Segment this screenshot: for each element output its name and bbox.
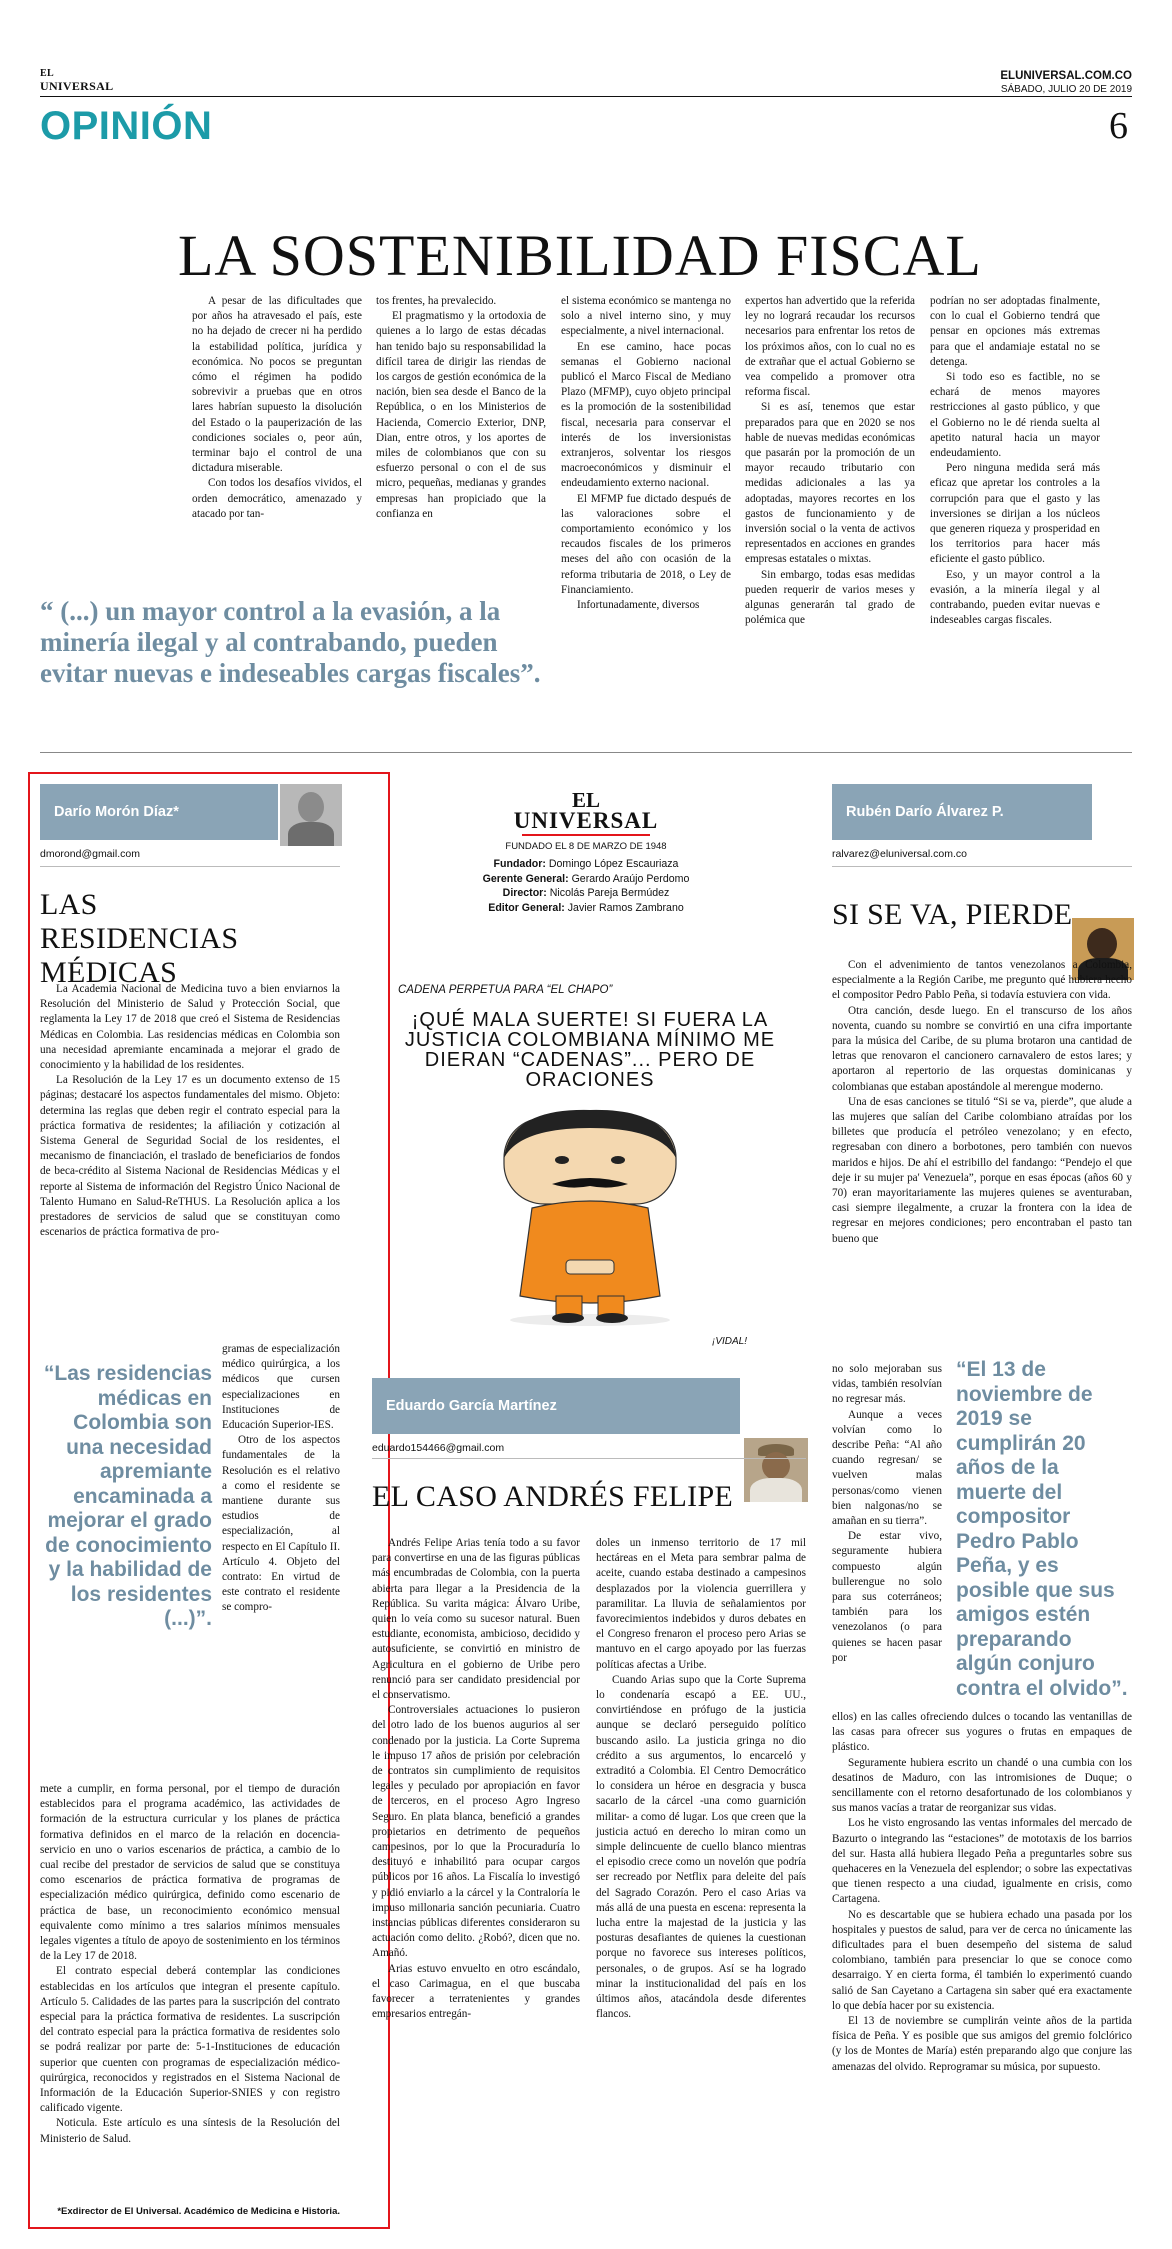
staff-row xyxy=(468,901,704,916)
staff-name: Javier Ramos Zambrano xyxy=(567,902,684,915)
masthead-top: EL xyxy=(40,68,54,79)
email-rule xyxy=(372,1458,806,1459)
paragraph: Otro de los aspectos fundamentales de la Resolución es el relativo a como el residente se mantiene durante sus estudios de especialización, al respecto en El Capítulo II. Artículo 4. Objeto del contrato: En virtud de este contrato el residente se compro- xyxy=(222,1434,340,1614)
cartoon-illustration xyxy=(470,1098,710,1328)
issue-date: SÁBADO, JULIO 20 DE 2019 xyxy=(1000,84,1132,95)
staff-name: Gerardo Araújo Perdomo xyxy=(571,872,690,885)
staff-role: Director: xyxy=(502,887,547,900)
editorial-pull-quote: “ (...) un mayor control a la evasión, a la minería ilegal y al contrabando, pueden evitar nuevas e indeseables cargas fiscales”. xyxy=(40,596,541,688)
author-name: Darío Morón Díaz* xyxy=(54,804,179,820)
paragraph: La Academia Nacional de Medicina tuvo a bien enviarnos la Resolución del Ministerio de Salud y Protección Social, que reglamenta la Ley 17 de 2018 que creó el Sistema de Residencias Médicas en Colombia. Las residencias médicas en Colombia son una necesidad apremiante encaminada a mejorar el grado de conocimiento y la habilidad de los residentes. xyxy=(40,983,340,1072)
cartoon-speech: ¡QUÉ MALA SUERTE! SI FUERA LA JUSTICIA COLOMBIANA MÍNIMO ME DIERAN “CADENAS”... PERO DE ORACIONES xyxy=(404,1009,776,1091)
author-email: eduardo154466@gmail.com xyxy=(372,1442,505,1454)
page-number: 6 xyxy=(1109,105,1128,147)
paragraph: Cuando Arias supo que la Corte Suprema lo condenaría escapó a EE. UU., convirtiéndose en prófugo de la justicia aunque se declaró perseguido político buscando asilo. La justicia gringa no dio crédito a sus argumentos, lo encarceló y extraditó a Colombia. El Centro Democrático lo considera un héroe en desgracia y busca sacarlo de la cárcel -una como guarnición militar- a como dé lugar. Los que creen que la justicia actuó en derecho lo miran como un simple delincuente de cuello blanco mientras el episodio crece como un novelón que podría ser recreado por Netflix para deleite del país del Sagrado Corazón. Pero el caso Arias va más allá de una puesta en escena: representa la lucha entre la majestad de la justicia y las posturas desafiantes de quienes la cuestionan porque no favorece sus intereses políticos, personales, o de grupos. Así se ha logrado minar la institucionalidad del país en los últimos años, atacándola desde diferentes flancos. xyxy=(596,1673,806,2021)
paragraph: Con todos los desafíos vividos, el orden democrático, amenazado y atacado por tan- xyxy=(192,477,362,520)
paragraph: Una de esas canciones se tituló “Si se va, pierde”, que alude a las mujeres que salían del Caribe colombiano atraídas por los billetes que producía el petróleo venezolano; y en efecto, regresaban con dinero a borbotones, pero también con nuevos maridos e hijos. De ahí el estribillo del fandango: “Pendejo el que deje ir su mujer pa' Venezuela”, porque en esas épocas (años 60 y 70) eran mayoritariamente las mujeres quienes se aventuraban, casi siempre ilegalmente, a cruzar la frontera con la idea de regresar en mejores condiciones; pero encontraban el pasto tan bueno que xyxy=(832,1095,1132,1245)
editorial-col-5 xyxy=(930,294,1100,628)
section-title: OPINIÓN xyxy=(40,104,213,148)
avatar xyxy=(742,1436,810,1504)
paragraph: De estar vivo, seguramente hubiera compuesto algún bullerengue no solo para sus coterráneos; también para los venezolanos (o para quienes se hacen pasar por xyxy=(832,1530,942,1664)
column-side-text xyxy=(832,1362,942,1666)
website: ELUNIVERSAL.COM.CO xyxy=(1000,70,1132,82)
paragraph: En ese camino, hace pocas semanas el Gobierno nacional publicó el Marco Fiscal de Mediano Plazo (MFMP), cuyo objeto principal es la promoción de la sostenibilidad fiscal, necesaria para conservar el interés de los inversionistas extranjeros, solventar los riesgos macroeconómicos y disminuir el endeudamiento externo nacional. xyxy=(561,340,731,490)
staff-row xyxy=(468,872,704,887)
paragraph: Eso, y un mayor control a la evasión, a la minería ilegal y al contrabando, pueden evitar nuevas e indeseables cargas fiscales. xyxy=(930,568,1100,627)
column-title: EL CASO ANDRÉS FELIPE xyxy=(372,1480,734,1513)
author-header xyxy=(832,784,1092,840)
paragraph: El pragmatismo y la ortodoxia de quienes a lo largo de estas décadas han tenido bajo su responsabilidad la difícil tarea de dirigir las riendas de los cargos de gestión económica de la nación, bien sea desde el Banco de la República, o en los Ministerios de Hacienda, Comercio Exterior, DNP, Dian, entre otros, y los aportes de miles de colombianos que con su esfuerzo personal o con el de sus micro, pequeñas, medianas y grandes empresas han propiciado que la confianza en xyxy=(376,310,546,520)
chapo-cartoon xyxy=(470,1098,710,1328)
paragraph: Pero ninguna medida será más eficaz que apretar los controles a la corrupción para que el gasto y las inversiones se dirijan a los núcleos que generen riqueza y prosperidad en los territorios para hacer más eficiente el gasto público. xyxy=(930,462,1100,566)
avatar xyxy=(278,782,344,848)
header-rule xyxy=(40,96,1132,97)
cartoonist-signature: ¡VIDAL! xyxy=(712,1336,748,1347)
editorial-col-1 xyxy=(192,294,362,522)
paragraph: Si todo eso es factible, no se echará de menos mayores restricciones al gasto público, y que el Gobierno no le dé rienda suelta al apetito natural hacia un mayor endeudamiento. xyxy=(930,371,1100,460)
author-name: Rubén Darío Álvarez P. xyxy=(846,804,1004,820)
paragraph: el sistema económico se mantenga no solo a nivel interno sino, y muy especialmente, a nivel internacional. xyxy=(561,295,731,338)
editorial-col-4 xyxy=(745,294,915,628)
editorial-col-3 xyxy=(561,294,731,613)
author-footnote: *Exdirector de El Universal. Académico de Medicina e Historia. xyxy=(57,2206,340,2217)
author-email: ralvarez@eluniversal.com.co xyxy=(832,848,967,860)
column-side-text xyxy=(222,1342,340,1616)
paragraph: Aunque a veces volvían como lo describe Peña: “Al año cuando regresan/ se vuelven malas personas/como vienen bien nalgonas/no se amañan en su tierra”. xyxy=(832,1408,942,1528)
staff-name: Domingo López Escauriaza xyxy=(548,857,679,870)
masthead-underline xyxy=(522,834,650,836)
staff-row xyxy=(468,886,704,901)
staff-role: Editor General: xyxy=(488,902,565,915)
masthead-bottom: UNIVERSAL xyxy=(40,79,114,93)
paragraph: Controversiales actuaciones lo pusieron del otro lado de los buenos augurios al ser condenado por la justicia. La Corte Suprema le impuso 17 años de prisión por celebración de contratos sin cumplimiento de requisitos legales y peculado por apropiación en favor de terceros, en el proceso Agro Ingreso Seguro. En plata blanca, benefició a grandes propietarios en detrimento de pequeños campesinos, por lo que la Procuraduría lo destituyó e inhabilitó para ocupar cargos públicos por 16 años. La Fiscalía lo investigó y pidió enviarlo a la cárcel y la Contraloría le impuso millonaria sanción pecuniaria. Cuatro instancias públicas diferentes consideraron su actuación como delito. ¿Robó?, dicen que no. Amañó. xyxy=(372,1704,580,1960)
paragraph: El contrato especial deberá contemplar las condiciones establecidas en los artículos que integran el presente capítulo. Artículo 5. Calidades de las partes para la suscripción del contrato especial para la práctica formativa de residentes. La suscripción del contrato especial para la práctica formativa de residentes solo se podrá realizar por parte de: 5-1-Instituciones de educación superior que cuenten con programas de especialización médico-quirúrgica, reconocidos y registrados en el Sistema Nacional de Información de la Educación Superior-SNIES y con registro calificado vigente. xyxy=(40,1965,340,2115)
paragraph: A pesar de las dificultades que por años ha atravesado el país, este no ha dejado de crecer ni ha perdido la estabilidad política, jurídica y económica. No pocos se preguntan cómo el régimen ha podido sobrevivir a pruebas que en otros lares habrían supuesto la disolución del Estado o la pauperización de las condiciones sociales o, peor aún, terminar bajo el control de una dictadura miserable. xyxy=(192,295,362,475)
paragraph: Arias estuvo envuelto en otro escándalo, el caso Carimagua, en el que buscaba favorecer a terratenientes y grandes empresarios entregán- xyxy=(372,1962,580,2021)
masthead-logo xyxy=(40,68,113,92)
paragraph: Seguramente hubiera escrito un chandé o una cumbia con los desatinos de Maduro, con las intromisiones de Duque; o sencillamente con el retorno desafortunado de los colombianos y sus manos vacías a tratar de reorganizar sus vidas. xyxy=(832,1756,1132,1815)
paragraph: gramas de especialización médico quirúrgica, a los médicos que cursen especializaciones en Instituciones de Educación Superior-IES. xyxy=(222,1343,340,1432)
paragraph: no solo mejoraban sus vidas, también resolvían no regresar más. xyxy=(832,1363,942,1406)
paragraph: Infortunadamente, diversos xyxy=(577,599,700,612)
center-col-1 xyxy=(372,1536,580,2023)
paragraph: podrían no ser adoptadas finalmente, con lo cual el Gobierno tendrá que pensar en opciones más extremas para que el andamiaje estatal no se detenga. xyxy=(930,295,1100,368)
paragraph: expertos han advertido que la referida ley no logrará recaudar los recursos necesarios para enfrentar los retos de los próximos años, con lo cual no es de extrañar que el actual Gobierno se vea compelido a promover otra reforma fiscal. xyxy=(745,295,915,399)
staff-role: Fundador: xyxy=(493,857,546,870)
column-intro xyxy=(40,982,340,1240)
center-col-2 xyxy=(596,1536,806,2023)
email-rule xyxy=(40,866,340,867)
column-rest xyxy=(40,1782,340,2147)
section-divider xyxy=(40,752,1132,753)
paragraph: No es descartable que se hubiera echado una pasada por los hospitales y puestos de salud, para ver de cerca no únicamente las dificultades para el buen desempeño del sistema de salud colombiano, también para presenciar lo que se conoce como desarraigo. Y en cierta forma, él también lo experimentó cuando salió de San Cayetano a Cartagena sin saber qué era exactamente lo que debía hacer por su existencia. xyxy=(832,1908,1132,2012)
author-header xyxy=(372,1378,740,1434)
editorial-col-2 xyxy=(376,294,546,522)
column-pull-quote: “El 13 de noviembre de 2019 se cumplirán 20 años de la muerte del compositor Pedro Pablo Peña, y es posible que sus amigos estén preparando algún conjuro contra el olvido”. xyxy=(956,1358,1128,1700)
column-rest xyxy=(832,1710,1132,2075)
column-pull-quote: “Las residencias médicas en Colombia son una necesidad apremiante encaminada a mejorar el grado de conocimiento y la habilidad de los residentes (...)”. xyxy=(43,1362,212,1630)
paragraph: La Resolución de la Ley 17 es un documento extenso de 15 páginas; destacaré los aspectos fundamentales del mismo. Objeto: determina las reglas que deben regir el contrato especial para la práctica formativa de residentes; la afiliación y cotización al Sistema General de Seguridad Social de los residentes, el mecanismo de financiación, el traslado de beneficiarios de fondos de beca-crédito al Sistema Nacional de Residencias Médicas y el reporte al Sistema de información del Registro Único Nacional de Talento Humano en Salud-ReTHUS. La Resolución aplica a los prestadores de servicios de salud que se constituyan como escenarios de práctica formativa de pro- xyxy=(40,1074,340,1239)
paragraph: El 13 de noviembre se cumplirán veinte años de la partida física de Peña. Y es posible que sus amigos del gremio folclórico (y los de Montes de María) estén preparando algo que conjure las amenazas del olvido. Reprogramar su música, por supuesto. xyxy=(832,2015,1132,2073)
paragraph: Los he visto engrosando las ventas informales del mercado de Bazurto o integrando las “estaciones” de mototaxis de los barrios del sur. Hasta allá hubiera llegado Peña a preguntarles sobre sus quehaceres en la Venezuela del esplendor; o sobre las expectativas que tienen respecto a una ciudad, igualmente en crisis, como Cartagena. xyxy=(832,1817,1132,1906)
paragraph: Otra canción, desde luego. En el transcurso de los años noventa, cuando su nombre se convirtió en una cifra importante para la música del Caribe, de su pluma brotaron una cantidad de letras que renovaron el cancionero carnavalero de estos lares; y aportaron al repertorio de las orquestas dominicanas y colombianas que estaban apostándole al merengue moderno. xyxy=(832,1004,1132,1093)
paragraph: doles un inmenso territorio de 17 mil hectáreas en el Meta para sembrar palma de aceite, cuando estaba destinado a campesinos desplazados por la violencia guerrillera y paramilitar. La lluvia de señalamientos por favorecimientos indebidos y duros debates en el Congreso frenaron el proceso pero Arias se mantuvo en el cargo apoyado por las fuerzas políticas afectas a Uribe. xyxy=(596,1537,806,1671)
paragraph: Si es así, tenemos que estar preparados para que en 2020 se nos hable de nuevas medidas económicas que pasarán por la promoción de un mayor recaudo tributario con medidas adicionales a las ya adoptadas, mayores recortes en los gastos de funcionamiento y de inversión social o la venta de activos representados en acciones en grandes empresas estatales o mixtas. xyxy=(745,401,915,566)
author-email: dmorond@gmail.com xyxy=(40,848,140,860)
column-intro xyxy=(832,958,1132,1247)
staff-masthead-top: EL xyxy=(571,788,600,812)
paragraph: Andrés Felipe Arias tenía todo a su favor para convertirse en una de las figuras públicas más encumbradas de Colombia, con la puerta abierta para llegar a la Presidencia de la República. Su varita mágica: Álvaro Uribe, quien lo veía como su sucesor natural. Buen estudiante, economista, ambicioso, decidido y autosuficiente, se convirtió en ministro de Agricultura en el gobierno de Uribe pero renunció para ser candidato presidencial por el conservatismo. xyxy=(372,1537,580,1702)
staff-box xyxy=(468,840,704,916)
paragraph: Noticula. Este artículo es una síntesis de la Resolución del Ministerio de Salud. xyxy=(40,2117,340,2145)
paragraph: tos frentes, ha prevalecido. xyxy=(376,295,497,307)
staff-row xyxy=(468,857,704,872)
staff-role: Gerente General: xyxy=(482,872,569,885)
paragraph: Sin embargo, todas esas medidas pueden requerir de varios meses y algunas generarán tal grado de polémica que xyxy=(745,568,915,627)
cartoon-caption: CADENA PERPETUA PARA “EL CHAPO” xyxy=(398,984,613,996)
column-title: LAS RESIDENCIAS MÉDICAS xyxy=(40,888,239,989)
author-name: Eduardo García Martínez xyxy=(386,1398,557,1414)
staff-name: Nicolás Pareja Bermúdez xyxy=(549,887,670,900)
staff-masthead xyxy=(506,790,666,836)
founded-line: FUNDADO EL 8 DE MARZO DE 1948 xyxy=(505,841,667,852)
editorial-title: LA SOSTENIBILIDAD FISCAL xyxy=(178,223,982,288)
column-title: SI SE VA, PIERDE xyxy=(832,898,1073,931)
paragraph: Con el advenimiento de tantos venezolanos a Colombia, especialmente a la Región Caribe, me pregunto qué hubiera hecho el compositor Pedro Pablo Peña, si todavía estuviera con vida. xyxy=(832,959,1132,1002)
email-rule xyxy=(832,866,1132,867)
paragraph: El MFMP fue dictado después de las valoraciones sobre el comportamiento económico y los recaudos fiscales de los primeros meses del año con ocasión de la reforma tributaria de 2018, o Ley de Financiamiento. xyxy=(561,492,731,596)
paragraph: ellos) en las calles ofreciendo dulces o tocando las ventanillas de las casas para ofrecer sus yogures o frutas en empaques de plástico. xyxy=(832,1711,1132,1754)
staff-masthead-bottom: UNIVERSAL xyxy=(513,808,659,833)
paragraph: mete a cumplir, en forma personal, por el tiempo de duración establecidos para el programa académico, las actividades de formación de la estructura curricular y los planes de práctica formativa definidos en el marco de la relación en docencia-servicio en uno o varios escenarios de práctica, a cambio de lo cual recibe del prestador de servicios de salud que se constituya como escenarios de práctica formativa de programas de especialización médico quirúrgica, definido como escenario de práctica de base, un reconocimiento económico mensual equivalente como mínimo a tres salarios mínimos mensuales legales vigentes a título de apoyo de sostenimiento en los términos de la Ley 17 de 2018. xyxy=(40,1783,340,1963)
